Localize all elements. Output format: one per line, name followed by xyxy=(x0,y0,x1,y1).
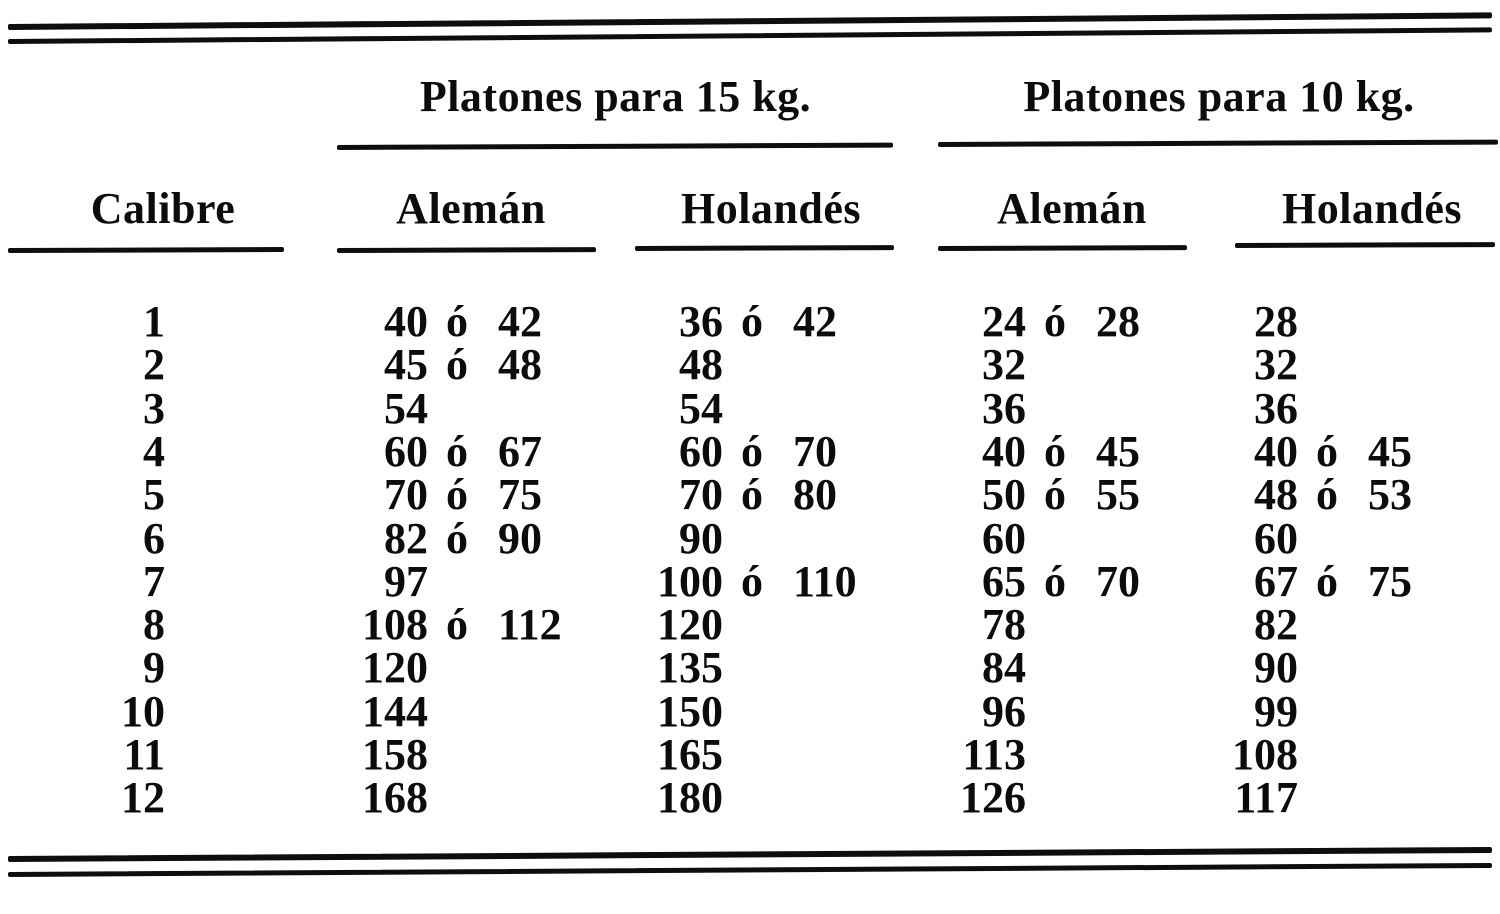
calibre-value: 11 xyxy=(123,730,165,779)
calibre-cell xyxy=(70,773,165,823)
table-row xyxy=(0,556,1500,606)
underline-aleman-15 xyxy=(337,247,596,253)
value: 53 xyxy=(1368,470,1412,520)
value-cell xyxy=(938,383,1162,433)
value: 82 xyxy=(384,513,428,563)
calibre-cell xyxy=(70,730,165,779)
value: 84 xyxy=(982,643,1026,693)
value: 112 xyxy=(498,600,562,650)
value-cell xyxy=(1210,470,1434,520)
value-cell xyxy=(635,340,859,390)
conjunction: ó xyxy=(741,297,763,346)
value: 36 xyxy=(982,383,1026,433)
value: 48 xyxy=(498,340,542,390)
table-row xyxy=(0,470,1500,520)
value-cell xyxy=(635,470,859,520)
value-cell xyxy=(938,340,1162,390)
value-cell xyxy=(635,297,859,346)
value-cell xyxy=(340,340,564,390)
value: 126 xyxy=(960,773,1026,823)
calibre-value: 8 xyxy=(143,600,165,650)
value: 100 xyxy=(657,556,723,606)
calibre-cell xyxy=(70,600,165,650)
calibre-cell xyxy=(70,686,165,736)
value: 110 xyxy=(793,556,857,606)
value-cell xyxy=(1210,643,1434,693)
conjunction: ó xyxy=(1316,426,1338,476)
conjunction: ó xyxy=(1316,556,1338,606)
table-row xyxy=(0,600,1500,650)
value: 40 xyxy=(384,297,428,346)
conjunction: ó xyxy=(1044,470,1066,520)
value-cell xyxy=(340,730,564,779)
value: 99 xyxy=(1254,686,1298,736)
calibre-value: 4 xyxy=(143,426,165,476)
conjunction: ó xyxy=(1044,297,1066,346)
value: 158 xyxy=(362,730,428,779)
calibre-value: 3 xyxy=(143,383,165,433)
value-cell xyxy=(635,513,859,563)
value: 32 xyxy=(982,340,1026,390)
value: 40 xyxy=(1254,426,1298,476)
value-cell xyxy=(1210,730,1434,779)
calibre-value: 2 xyxy=(143,340,165,390)
value: 24 xyxy=(982,297,1026,346)
value-cell xyxy=(1210,773,1434,823)
calibre-value: 7 xyxy=(143,556,165,606)
value: 54 xyxy=(679,383,723,433)
bottom-rule-outer xyxy=(8,847,1492,862)
value: 36 xyxy=(679,297,723,346)
value: 70 xyxy=(1096,556,1140,606)
value: 80 xyxy=(793,470,837,520)
value-cell xyxy=(938,730,1162,779)
conjunction: ó xyxy=(741,470,763,520)
value: 36 xyxy=(1254,383,1298,433)
value-cell xyxy=(1210,383,1434,433)
value-cell xyxy=(635,556,859,606)
top-rule-inner xyxy=(8,27,1492,44)
value: 117 xyxy=(1234,773,1298,823)
value-cell xyxy=(340,686,564,736)
value: 60 xyxy=(384,426,428,476)
value-cell xyxy=(340,297,564,346)
value-cell xyxy=(938,297,1162,346)
value: 96 xyxy=(982,686,1026,736)
calibre-cell xyxy=(70,297,165,346)
conjunction: ó xyxy=(741,556,763,606)
table-row xyxy=(0,686,1500,736)
group-rule-10kg xyxy=(938,140,1498,147)
value-cell xyxy=(1210,600,1434,650)
table-row xyxy=(0,340,1500,390)
value-cell xyxy=(635,643,859,693)
value-cell xyxy=(1210,513,1434,563)
value-cell xyxy=(635,686,859,736)
value-cell xyxy=(938,643,1162,693)
value: 48 xyxy=(679,340,723,390)
value: 45 xyxy=(1368,426,1412,476)
value-cell xyxy=(340,643,564,693)
value: 90 xyxy=(679,513,723,563)
table-row xyxy=(0,513,1500,563)
sub-header-aleman-10: Alemán xyxy=(997,184,1147,233)
value: 60 xyxy=(982,513,1026,563)
value-cell xyxy=(340,600,564,650)
calibre-value: 12 xyxy=(121,773,165,823)
value: 42 xyxy=(793,297,837,346)
value-cell xyxy=(1210,556,1434,606)
value-cell xyxy=(938,470,1162,520)
value: 45 xyxy=(1096,426,1140,476)
value: 60 xyxy=(679,426,723,476)
value-cell xyxy=(938,556,1162,606)
conjunction: ó xyxy=(446,340,468,390)
value: 120 xyxy=(362,643,428,693)
group-rule-15kg xyxy=(337,143,893,150)
value: 60 xyxy=(1254,513,1298,563)
value: 165 xyxy=(657,730,723,779)
value: 55 xyxy=(1096,470,1140,520)
value-cell xyxy=(938,686,1162,736)
calibre-value: 5 xyxy=(143,470,165,520)
underline-holandes-10 xyxy=(1235,242,1495,248)
calibre-cell xyxy=(70,383,165,433)
value: 144 xyxy=(362,686,428,736)
value: 32 xyxy=(1254,340,1298,390)
value-cell xyxy=(938,600,1162,650)
value-cell xyxy=(635,383,859,433)
value: 90 xyxy=(1254,643,1298,693)
sub-header-holandes-10: Holandés xyxy=(1281,184,1463,233)
value: 180 xyxy=(657,773,723,823)
value-cell xyxy=(938,426,1162,476)
calibre-value: 9 xyxy=(143,643,165,693)
value-cell xyxy=(1210,340,1434,390)
value: 28 xyxy=(1096,297,1140,346)
value-cell xyxy=(340,513,564,563)
calibre-cell xyxy=(70,340,165,390)
value-cell xyxy=(635,426,859,476)
conjunction: ó xyxy=(741,426,763,476)
value-cell xyxy=(938,513,1162,563)
value: 75 xyxy=(1368,556,1412,606)
value: 40 xyxy=(982,426,1026,476)
value: 168 xyxy=(362,773,428,823)
value-cell xyxy=(340,470,564,520)
calibre-cell xyxy=(70,556,165,606)
value: 113 xyxy=(962,730,1026,779)
value-cell xyxy=(340,426,564,476)
calibre-cell xyxy=(70,513,165,563)
conjunction: ó xyxy=(446,426,468,476)
conjunction: ó xyxy=(446,470,468,520)
calibre-value: 6 xyxy=(143,513,165,563)
value: 70 xyxy=(793,426,837,476)
table-row xyxy=(0,383,1500,433)
bottom-rule-inner xyxy=(8,863,1492,877)
conjunction: ó xyxy=(1316,470,1338,520)
value: 28 xyxy=(1254,297,1298,346)
value: 67 xyxy=(1254,556,1298,606)
calibre-cell xyxy=(70,643,165,693)
value-cell xyxy=(635,773,859,823)
column-group-header-10kg: Platones para 10 kg. xyxy=(1023,72,1415,121)
value-cell xyxy=(340,773,564,823)
calibre-value: 10 xyxy=(121,686,165,736)
calibre-cell xyxy=(70,470,165,520)
underline-aleman-10 xyxy=(938,245,1187,251)
value-cell xyxy=(1210,297,1434,346)
value: 78 xyxy=(982,600,1026,650)
value-cell xyxy=(938,773,1162,823)
value: 108 xyxy=(1232,730,1298,779)
top-rule-outer xyxy=(8,12,1492,30)
conjunction: ó xyxy=(446,297,468,346)
conjunction: ó xyxy=(1044,556,1066,606)
value: 90 xyxy=(498,513,542,563)
value: 97 xyxy=(384,556,428,606)
column-group-header-15kg: Platones para 15 kg. xyxy=(419,72,812,121)
value-cell xyxy=(1210,426,1434,476)
value: 120 xyxy=(657,600,723,650)
conjunction: ó xyxy=(446,513,468,563)
sub-header-aleman-15: Alemán xyxy=(396,184,546,233)
underline-holandes-15 xyxy=(635,245,894,251)
value: 70 xyxy=(384,470,428,520)
underline-calibre xyxy=(8,247,284,253)
value: 45 xyxy=(384,340,428,390)
calibre-value: 1 xyxy=(143,297,165,346)
value: 135 xyxy=(657,643,723,693)
value-cell xyxy=(635,730,859,779)
conjunction: ó xyxy=(1044,426,1066,476)
value: 54 xyxy=(384,383,428,433)
value-cell xyxy=(340,556,564,606)
value-cell xyxy=(340,383,564,433)
value: 70 xyxy=(679,470,723,520)
value: 67 xyxy=(498,426,542,476)
value: 150 xyxy=(657,686,723,736)
table-row xyxy=(0,297,1500,346)
value-cell xyxy=(1210,686,1434,736)
value: 82 xyxy=(1254,600,1298,650)
table-row xyxy=(0,730,1500,779)
value: 108 xyxy=(362,600,428,650)
value: 65 xyxy=(982,556,1026,606)
sub-header-holandes-15: Holandés xyxy=(680,184,862,233)
value: 48 xyxy=(1254,470,1298,520)
table-row xyxy=(0,773,1500,823)
table-row xyxy=(0,426,1500,476)
value: 75 xyxy=(498,470,542,520)
table-row xyxy=(0,643,1500,693)
row-header-calibre: Calibre xyxy=(90,184,236,233)
value-cell xyxy=(635,600,859,650)
value: 42 xyxy=(498,297,542,346)
calibre-cell xyxy=(70,426,165,476)
value: 50 xyxy=(982,470,1026,520)
conjunction: ó xyxy=(446,600,468,650)
